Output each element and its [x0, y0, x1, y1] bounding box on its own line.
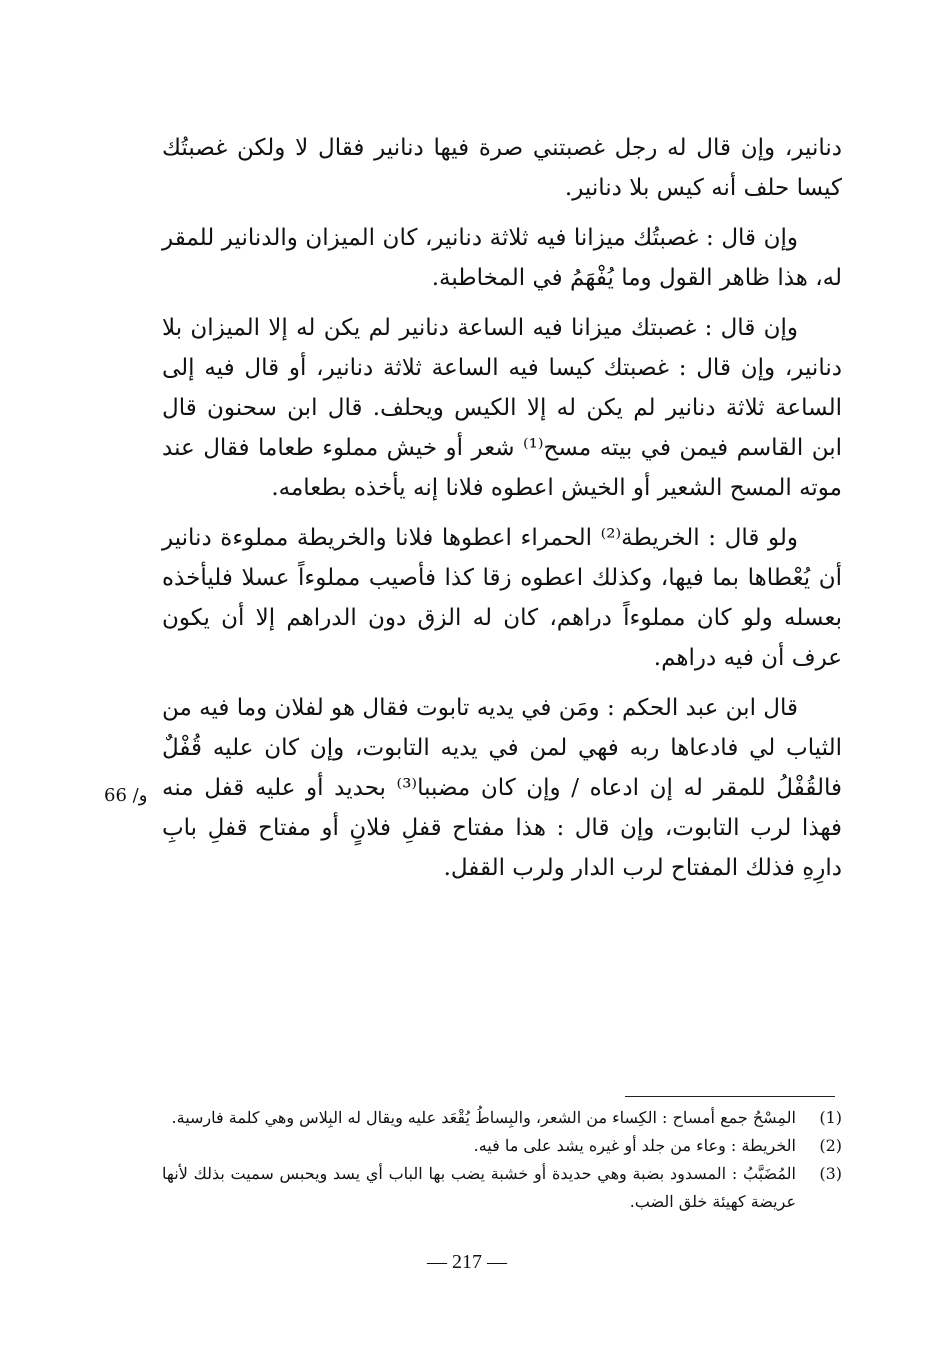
main-text-block	[162, 128, 842, 898]
footnote-1	[162, 1104, 842, 1132]
footnote-divider	[625, 1096, 835, 1097]
footnote-number: (2)	[819, 1136, 842, 1155]
body-paragraph-3: وإن قال : غصبتك ميزانا فيه الساعة دنانير لم يكن له إلا الميزان بلا دنانير، وإن قال : غصبتك كيسا فيه الساعة ثلاثة دنانير، أو قال فيه إلى الساعة ثلاثة دنانير لم يكن له إلا الكيس ويحلف. قال ابن سحنون قال ابن القاسم فيمن في بيته مسح⁽¹⁾ شعر أو خيش مملوء طعاما فقال عند موته المسح الشعير أو الخيش اعطوه فلانا إنه يأخذه بطعامه.	[162, 315, 842, 501]
footnotes-section	[162, 1104, 842, 1216]
footnote-text: المِسْحُ جمع أمساح : الكِساء من الشعر، والبِساطُ يُقْعَد عليه ويقال له البِلاس وهي كلمة فارسية.	[171, 1108, 796, 1127]
margin-folio-note: 66 /و	[104, 785, 148, 806]
footnote-number: (1)	[819, 1108, 842, 1127]
footnote-text: المُضَبَّبُ : المسدود بضبة وهي حديدة أو خشبة يضب بها الباب أي يسد ويحبس سميت بذلك لأنها عريضة كهيئة خلق الضب.	[162, 1164, 796, 1211]
body-paragraph-1: دنانير، وإن قال له رجل غصبتني صرة فيها دنانير فقال لا ولكن غصبتُك كيسا حلف أنه كيس بلا دنانير.	[162, 135, 842, 201]
footnote-text: الخريطة : وعاء من جلد أو غيره يشد على ما فيه.	[473, 1136, 796, 1155]
body-paragraph-2: وإن قال : غصبتُك ميزانا فيه ثلاثة دنانير، كان الميزان والدنانير للمقر له، هذا ظاهر القول وما يُفْهَمُ في المخاطبة.	[162, 225, 842, 291]
footnote-2	[162, 1132, 842, 1160]
page-number: — 217 —	[427, 1251, 507, 1273]
body-paragraph-5: قال ابن عبد الحكم : ومَن في يديه تابوت فقال هو لفلان وما فيه من الثياب لي فادعاها ربه فهي لمن في يديه التابوت، وإن كان عليه قُفْلٌ فالقُفْلُ للمقر له إن ادعاه / وإن كان مضببا⁽³⁾ بحديد أو عليه قفل منه فهذا لرب التابوت، وإن قال : هذا مفتاح قفلِ فلانٍ أو مفتاح قفلِ بابِ دارِهِ فذلك المفتاح لرب الدار ولرب القفل.	[162, 695, 842, 881]
footnote-number: (3)	[819, 1164, 842, 1183]
body-paragraph-4: ولو قال : الخريطة⁽²⁾ الحمراء اعطوها فلانا والخريطة مملوءة دنانير أن يُعْطاها بما فيها، وكذلك اعطوه زقا كذا فأصيب مملوءاً عسلا فليأخذه بعسله ولو كان مملوءاً دراهم، كان له الزق دون الدراهم إلا أن يكون عرف أن فيه دراهم.	[162, 525, 842, 671]
footnote-3	[162, 1160, 842, 1216]
